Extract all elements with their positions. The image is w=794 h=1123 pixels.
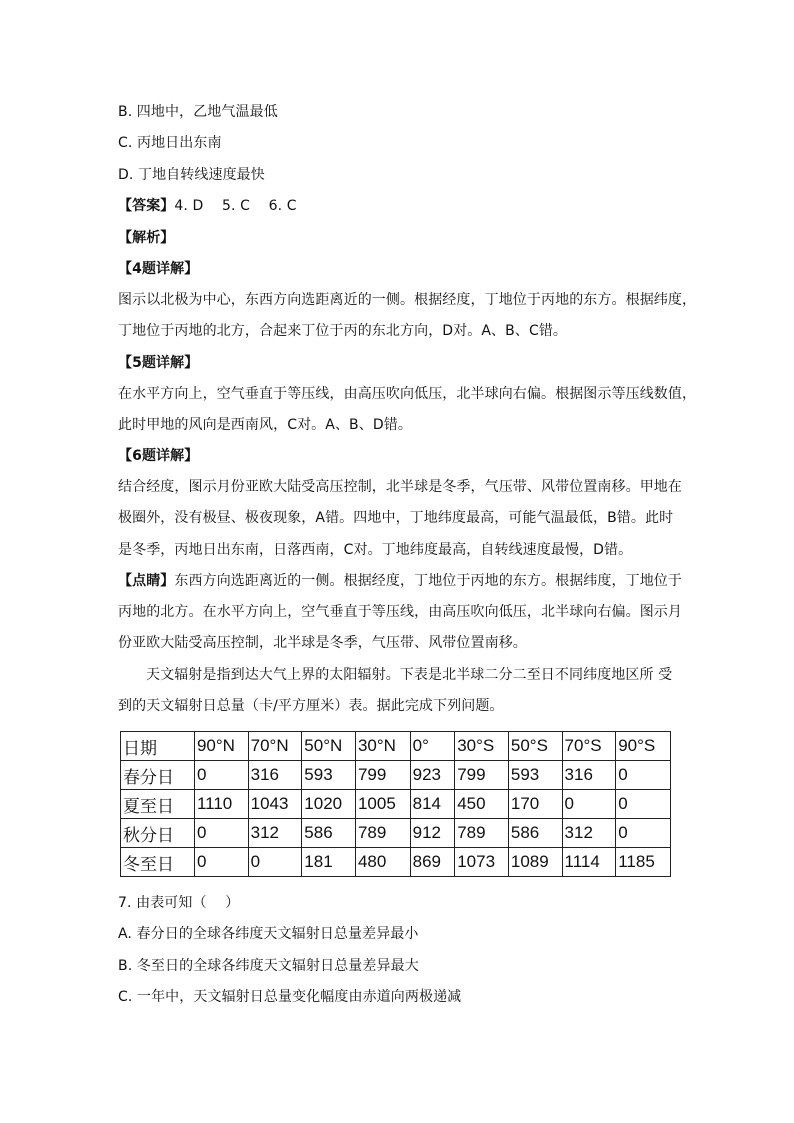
table-cell: 312 <box>248 819 302 848</box>
table-cell: 0 <box>194 819 248 848</box>
answer-text: 4. D 5. C 6. C <box>174 198 297 214</box>
table-cell: 1089 <box>508 848 562 877</box>
q4-explanation-line-2: 丁地位于丙地的北方，合起来丁位于丙的东北方向，D对。A、B、C错。 <box>118 323 568 339</box>
table-cell: 450 <box>455 790 509 819</box>
header-cell: 90°S <box>616 732 671 761</box>
q7-option-a: A. 春分日的全球各纬度天文辐射日总量差异最小 <box>118 926 419 942</box>
header-cell: 0° <box>410 732 455 761</box>
table-cell: 0 <box>194 848 248 877</box>
table-cell: 586 <box>302 819 356 848</box>
table-cell: 1110 <box>194 790 248 819</box>
table-cell: 869 <box>410 848 455 877</box>
header-cell: 70°S <box>562 732 616 761</box>
table-cell: 0 <box>616 819 671 848</box>
table-cell: 秋分日 <box>121 819 195 848</box>
table-cell: 1073 <box>455 848 509 877</box>
point-text-1: 东西方向选距离近的一侧。根据经度，丁地位于丙地的东方。根据纬度，丁地位于 <box>174 573 683 589</box>
table-row <box>121 848 671 877</box>
table-cell: 0 <box>194 761 248 790</box>
table-header-row <box>121 732 671 761</box>
table-cell: 0 <box>562 790 616 819</box>
table-cell: 夏至日 <box>121 790 195 819</box>
table-cell: 789 <box>355 819 410 848</box>
table-cell: 170 <box>508 790 562 819</box>
q4-heading: 【4题详解】 <box>118 261 199 277</box>
table-cell: 480 <box>355 848 410 877</box>
q5-heading: 【5题详解】 <box>118 355 199 371</box>
q5-explanation-line-2: 此时甲地的风向是西南风，C对。A、B、D错。 <box>118 417 412 433</box>
table-cell: 春分日 <box>121 761 195 790</box>
intro-line-1: 天文辐射是指到达大气上界的太阳辐射。下表是北半球二分二至日不同纬度地区所 受 <box>146 667 673 683</box>
header-cell: 30°N <box>355 732 410 761</box>
answer-line <box>118 196 297 216</box>
table-cell: 1005 <box>355 790 410 819</box>
table-cell: 1043 <box>248 790 302 819</box>
table-cell: 181 <box>302 848 356 877</box>
table-cell: 799 <box>455 761 509 790</box>
q4-explanation-line-1: 图示以北极为中心，东西方向选距离近的一侧。根据经度，丁地位于丙地的东方。根据纬度， <box>118 292 697 308</box>
q6-explanation-line-1: 结合经度，图示月份亚欧大陆受高压控制，北半球是冬季，气压带、风带位置南移。甲地在 <box>118 479 682 495</box>
table-cell: 1114 <box>562 848 616 877</box>
q7-option-b: B. 冬至日的全球各纬度天文辐射日总量差异最大 <box>118 958 419 974</box>
table-cell: 1185 <box>616 848 671 877</box>
q7-option-c: C. 一年中，天文辐射日总量变化幅度由赤道向两极递减 <box>118 989 462 1005</box>
table-cell: 0 <box>616 790 671 819</box>
table-row <box>121 790 671 819</box>
table-cell: 0 <box>616 761 671 790</box>
header-cell: 日期 <box>121 732 195 761</box>
q6-explanation-line-2: 极圈外，没有极昼、极夜现象，A错。四地中，丁地纬度最高，可能气温最低，B错。此时 <box>118 510 674 526</box>
table-cell: 316 <box>562 761 616 790</box>
header-cell: 70°N <box>248 732 302 761</box>
table-cell: 814 <box>410 790 455 819</box>
point-line-1 <box>118 571 682 591</box>
point-line-2: 丙地的北方。在水平方向上，空气垂直于等压线，由高压吹向低压，北半球向右偏。图示月 <box>118 604 682 620</box>
table-cell: 912 <box>410 819 455 848</box>
table-cell: 312 <box>562 819 616 848</box>
table-cell: 0 <box>248 848 302 877</box>
header-cell: 30°S <box>455 732 509 761</box>
table-row <box>121 761 671 790</box>
table-cell: 923 <box>410 761 455 790</box>
analysis-heading: 【解析】 <box>118 230 175 246</box>
header-cell: 90°N <box>194 732 248 761</box>
point-line-3: 份亚欧大陆受高压控制，北半球是冬季，气压带、风带位置南移。 <box>118 635 527 651</box>
option-d: D. 丁地自转线速度最快 <box>118 167 265 183</box>
table-cell: 316 <box>248 761 302 790</box>
header-cell: 50°N <box>302 732 356 761</box>
table-cell: 789 <box>455 819 509 848</box>
answer-label: 【答案】 <box>118 198 175 214</box>
table-cell: 冬至日 <box>121 848 195 877</box>
intro-line-2: 到的天文辐射日总量（卡/平方厘米）表。据此完成下列问题。 <box>118 698 504 714</box>
table-cell: 1020 <box>302 790 356 819</box>
q5-explanation-line-1: 在水平方向上，空气垂直于等压线，由高压吹向低压，北半球向右偏。根据图示等压线数值， <box>118 386 697 402</box>
option-c: C. 丙地日出东南 <box>118 135 222 151</box>
q6-heading: 【6题详解】 <box>118 448 199 464</box>
question-7: 7. 由表可知（ ） <box>118 895 240 911</box>
header-cell: 50°S <box>508 732 562 761</box>
table-cell: 593 <box>508 761 562 790</box>
table-row <box>121 819 671 848</box>
table-cell: 586 <box>508 819 562 848</box>
table-cell: 593 <box>302 761 356 790</box>
q6-explanation-line-3: 是冬季，丙地日出东南，日落西南，C对。丁地纬度最高，自转线速度最慢，D错。 <box>118 542 633 558</box>
table-cell: 799 <box>355 761 410 790</box>
point-label: 【点睛】 <box>118 573 175 589</box>
option-b: B. 四地中，乙地气温最低 <box>118 104 278 120</box>
radiation-table <box>120 731 671 877</box>
